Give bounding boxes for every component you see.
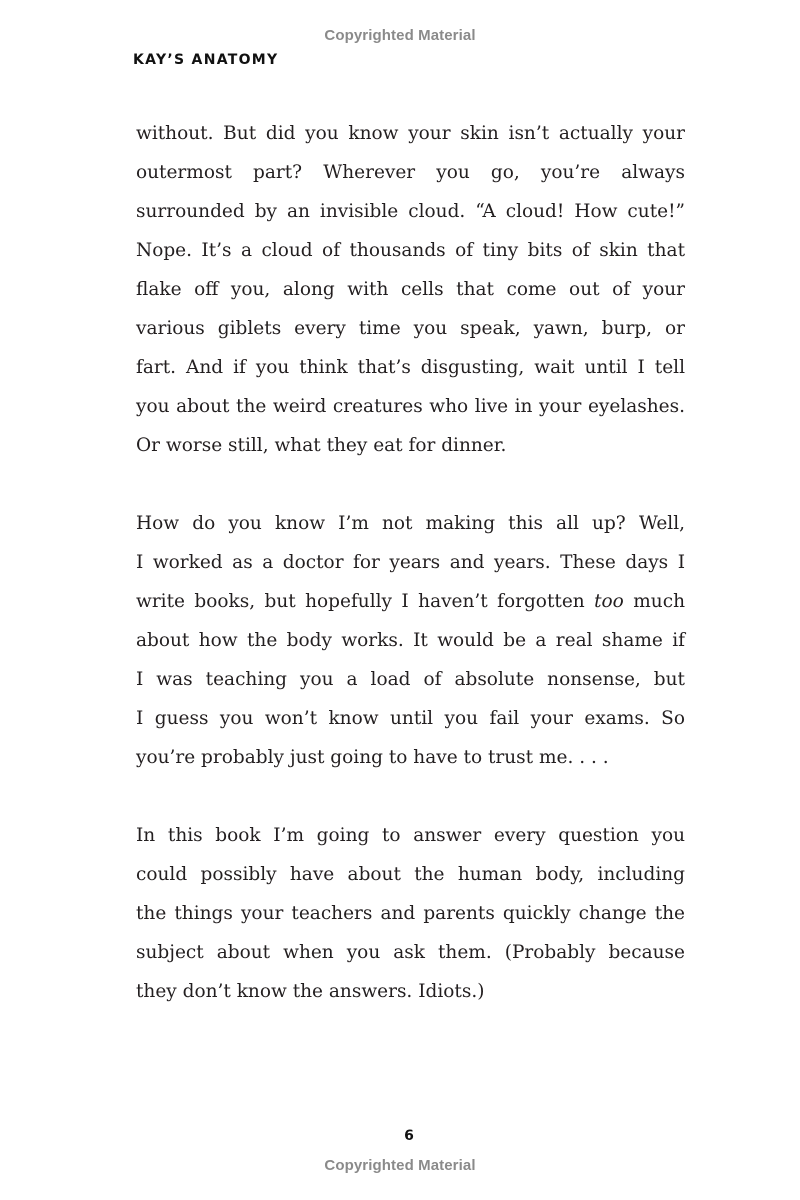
text-line: outermost part? Wherever you go, you’re always xyxy=(136,162,685,183)
text-line: How do you know I’m not making this all up? Well, xyxy=(136,513,685,534)
paragraph-2 xyxy=(136,504,685,777)
emphasis-text: too xyxy=(594,591,624,612)
text-line: about how the body works. It would be a real shame if xyxy=(136,630,685,651)
text-line: without. But did you know your skin isn’t actually your xyxy=(136,123,685,144)
text-line: In this book I’m going to answer every question you xyxy=(136,825,685,846)
text-line: Or worse still, what they eat for dinner. xyxy=(136,435,507,456)
text-line: flake off you, along with cells that come out of your xyxy=(136,279,685,300)
text-line: various giblets every time you speak, yawn, burp, or xyxy=(136,318,685,339)
text-line: I guess you won’t know until you fail your exams. So xyxy=(136,708,685,729)
text-line: Nope. It’s a cloud of thousands of tiny bits of skin that xyxy=(136,240,685,261)
paragraph-1 xyxy=(136,114,685,465)
text-line: I worked as a doctor for years and years. These days I xyxy=(136,552,685,573)
page-number: 6 xyxy=(404,1128,414,1144)
text-line: subject about when you ask them. (Probably because xyxy=(136,942,685,963)
text-segment: much xyxy=(633,591,685,612)
copyright-watermark-bottom: Copyrighted Material xyxy=(324,1157,476,1174)
text-line: you’re probably just going to have to trust me. . . . xyxy=(136,747,609,768)
text-line: you about the weird creatures who live in your eyelashes. xyxy=(136,396,685,417)
text-line: the things your teachers and parents quickly change the xyxy=(136,903,685,924)
text-line: fart. And if you think that’s disgusting, wait until I tell xyxy=(136,357,685,378)
text-line: I was teaching you a load of absolute nonsense, but xyxy=(136,669,685,690)
text-line: they don’t know the answers. Idiots.) xyxy=(136,981,485,1002)
text-line: surrounded by an invisible cloud. “A cloud! How cute!” xyxy=(136,201,685,222)
paragraph-3 xyxy=(136,816,685,1011)
text-segment: write books, but hopefully I haven’t forgotten xyxy=(136,591,585,612)
running-head: KAY’S ANATOMY xyxy=(133,52,279,68)
text-line xyxy=(136,582,685,621)
text-line: could possibly have about the human body, including xyxy=(136,864,685,885)
copyright-watermark-top: Copyrighted Material xyxy=(324,27,476,44)
